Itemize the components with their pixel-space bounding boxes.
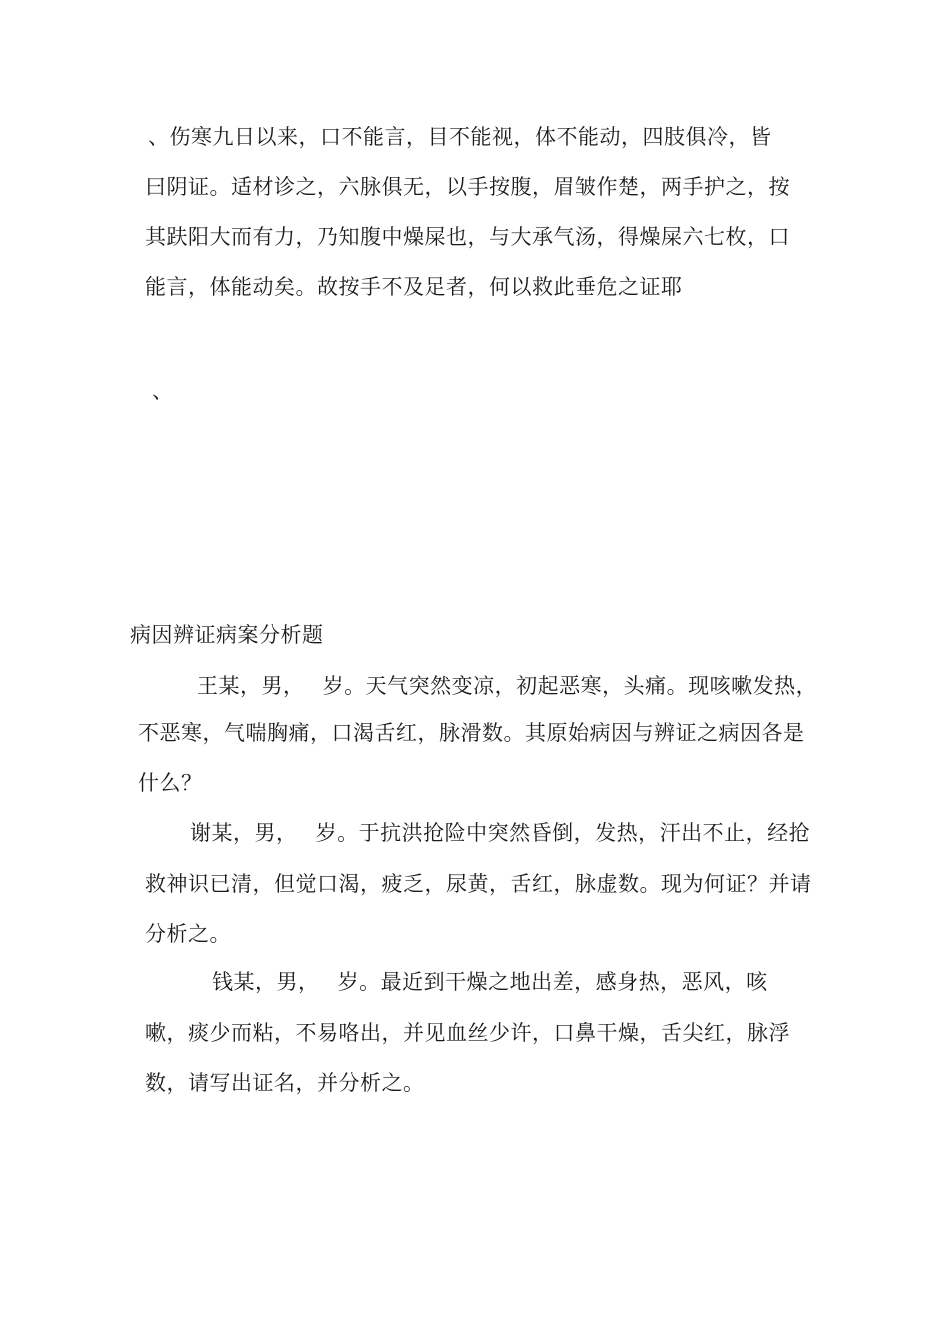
case1-line-1: 、伤寒九日以来，口不能言，目不能视，体不能动，四肢俱冷，皆 (148, 125, 772, 149)
case4-line-2: 嗽，痰少而粘，不易咯出，并见血丝少许，口鼻干燥，舌尖红，脉浮 (145, 1021, 790, 1045)
section-title: 病因辨证病案分析题 (130, 623, 324, 647)
case1-trailing-mark: 、 (152, 379, 174, 403)
case2-line-2: 不恶寒，气喘胸痛，口渴舌红，脉滑数。其原始病因与辨证之病因各是 (138, 721, 805, 745)
case3-line-3: 分析之。 (145, 922, 231, 946)
case1-line-4: 能言，体能动矣。故按手不及足者，何以救此垂危之证耶 (145, 275, 683, 299)
case4-line-3: 数，请写出证名，并分析之。 (145, 1071, 425, 1095)
case3-line-2: 救神识已清，但觉口渴，疲乏，尿黄，舌红，脉虚数。现为何证？并请 (145, 872, 812, 896)
case2-line-1: 王某，男， 岁。天气突然变凉，初起恶寒，头痛。现咳嗽发热， (197, 674, 818, 698)
case1-line-3: 其趺阳大而有力，乃知腹中燥屎也，与大承气汤，得燥屎六七枚，口 (145, 225, 790, 249)
case2-line-3: 什么？ (138, 771, 203, 795)
case4-line-1: 钱某，男， 岁。最近到干燥之地出差，感身热，恶风，咳 (212, 970, 768, 994)
case3-line-1: 谢某，男， 岁。于抗洪抢险中突然昏倒，发热，汗出不止，经抢 (190, 821, 811, 845)
case1-line-2: 曰阴证。适材诊之，六脉俱无，以手按腹，眉皱作楚，两手护之，按 (145, 175, 790, 199)
